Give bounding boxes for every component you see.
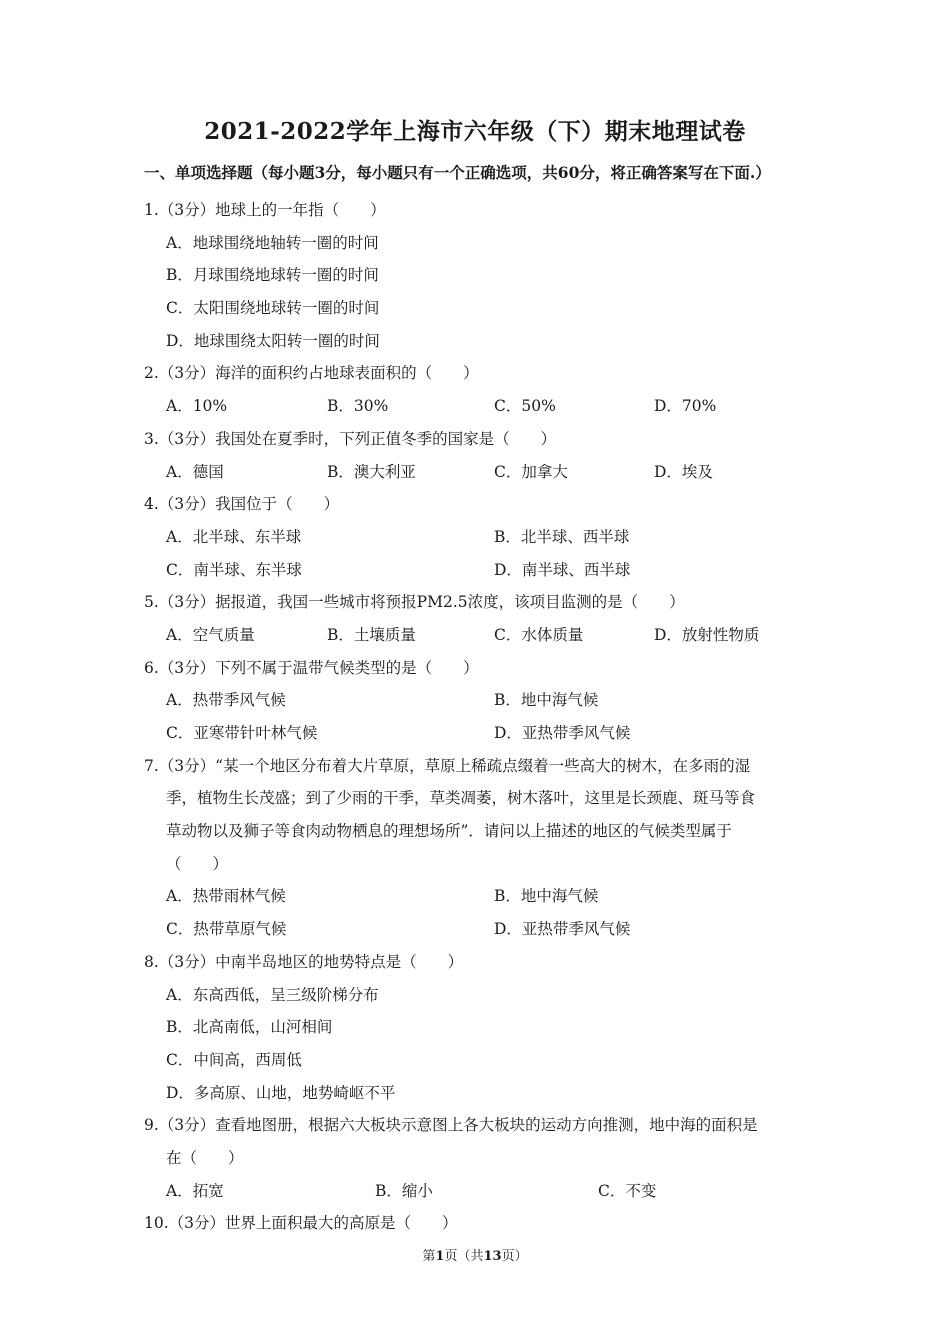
answer-option: A．空气质量: [166, 625, 255, 644]
question-stem: 2.（3分）海洋的面积约占地球表面积的（ ）: [144, 364, 479, 383]
answer-option: C．亚寒带针叶林气候: [166, 724, 318, 742]
question-stem: 3.（3分）我国处在夏季时，下列正值冬季的国家是（ ）: [144, 429, 557, 448]
section-heading: 一、单项选择题（每小题3分，每小题只有一个正确选项，共60分，将正确答案写在下面.）: [144, 163, 771, 182]
answer-option: B．北高南低，山河相间: [166, 1018, 333, 1037]
option-row: [0, 1044, 950, 1077]
answer-option: D．南半球、西半球: [494, 560, 631, 579]
question-stem-continued: 季，植物生长茂盛；到了少雨的干季，草类凋萎，树木落叶，这里是长颈鹿、斑马等食: [166, 789, 756, 808]
answer-option: A．东高西低，呈三级阶梯分布: [166, 985, 379, 1004]
answer-option: D．亚热带季风气候: [494, 724, 631, 742]
answer-option: A．北半球、东半球: [166, 527, 302, 546]
answer-option: C．50%: [494, 397, 556, 416]
option-row: [0, 684, 950, 717]
answer-option: B．地中海气候: [494, 887, 599, 906]
question-stem: 4.（3分）我国位于（ ）: [144, 495, 340, 514]
option-row: [0, 521, 950, 554]
option-row: [0, 292, 950, 325]
answer-option: B．地中海气候: [494, 691, 599, 710]
answer-option: A．德国: [166, 462, 224, 481]
question-stem: 10.（3分）世界上面积最大的高原是（ ）: [144, 1214, 458, 1233]
footer-page-number: 1: [435, 1249, 445, 1264]
answer-option: B．30%: [327, 397, 389, 416]
question-stem: 5.（3分）据报道，我国一些城市将预报PM2.5浓度，该项目监测的是（ ）: [144, 593, 685, 612]
answer-option: D．多高原、山地，地势崎岖不平: [166, 1083, 396, 1102]
footer-suffix: 页）: [501, 1249, 528, 1264]
answer-option: C．加拿大: [494, 462, 568, 481]
option-row: [0, 913, 950, 946]
option-row: [0, 227, 950, 260]
option-row: [0, 259, 950, 292]
answer-option: B．澳大利亚: [327, 462, 416, 481]
footer-mid: 页（共: [444, 1249, 484, 1264]
question-stem-continued: 在（ ）: [166, 1148, 244, 1167]
footer-prefix: 第: [422, 1249, 436, 1264]
answer-option: C．太阳围绕地球转一圈的时间: [166, 299, 380, 318]
answer-option: D．70%: [654, 397, 717, 416]
answer-option: A．热带雨林气候: [166, 887, 286, 906]
option-row: [0, 456, 950, 489]
answer-option: B．月球围绕地球转一圈的时间: [166, 266, 379, 285]
footer-total-pages: 13: [483, 1249, 502, 1264]
answer-option: B．缩小: [375, 1181, 433, 1200]
page-footer: [0, 1248, 950, 1266]
question-list: [0, 194, 950, 1240]
question-stem: 1.（3分）地球上的一年指（ ）: [144, 201, 386, 219]
answer-option: C．不变: [598, 1181, 657, 1200]
answer-option: C．水体质量: [494, 625, 584, 644]
answer-option: D．亚热带季风气候: [494, 920, 631, 939]
question-stem: 7.（3分）“某一个地区分布着大片草原，草原上稀疏点缀着一些高大的树木，在多雨的湿: [144, 756, 751, 775]
option-row: [0, 717, 950, 750]
answer-option: C．南半球、东半球: [166, 560, 302, 579]
answer-option: A．地球围绕地轴转一圈的时间: [166, 233, 379, 252]
question-stem-continued: （ ）: [166, 854, 229, 873]
option-row: [0, 325, 950, 358]
option-row: [0, 1077, 950, 1110]
question-stem-continued: 草动物以及狮子等食肉动物栖息的理想场所”．请问以上描述的地区的气候类型属于: [166, 822, 732, 841]
question-stem: 8.（3分）中南半岛地区的地势特点是（ ）: [144, 952, 464, 971]
option-row: [0, 554, 950, 587]
option-row: [0, 390, 950, 423]
option-row: [0, 1175, 950, 1208]
answer-option: A．热带季风气候: [166, 691, 286, 710]
answer-option: A．拓宽: [166, 1181, 224, 1200]
answer-option: C．中间高，西周低: [166, 1050, 302, 1069]
option-row: [0, 880, 950, 913]
answer-option: C．热带草原气候: [166, 920, 287, 939]
answer-option: D．放射性物质: [654, 625, 760, 644]
answer-option: B．北半球、西半球: [494, 527, 630, 546]
answer-option: D．埃及: [654, 462, 713, 481]
option-row: [0, 979, 950, 1012]
answer-option: B．土壤质量: [327, 625, 416, 644]
option-row: [0, 619, 950, 652]
answer-option: A．10%: [166, 397, 228, 416]
question-stem: 6.（3分）下列不属于温带气候类型的是（ ）: [144, 658, 479, 677]
question-stem: 9.（3分）查看地图册，根据六大板块示意图上各大板块的运动方向推测，地中海的面积是: [144, 1116, 758, 1135]
answer-option: D．地球围绕太阳转一圈的时间: [166, 331, 380, 350]
page-title: 2021-2022学年上海市六年级（下）期末地理试卷: [204, 118, 746, 145]
option-row: [0, 1011, 950, 1044]
